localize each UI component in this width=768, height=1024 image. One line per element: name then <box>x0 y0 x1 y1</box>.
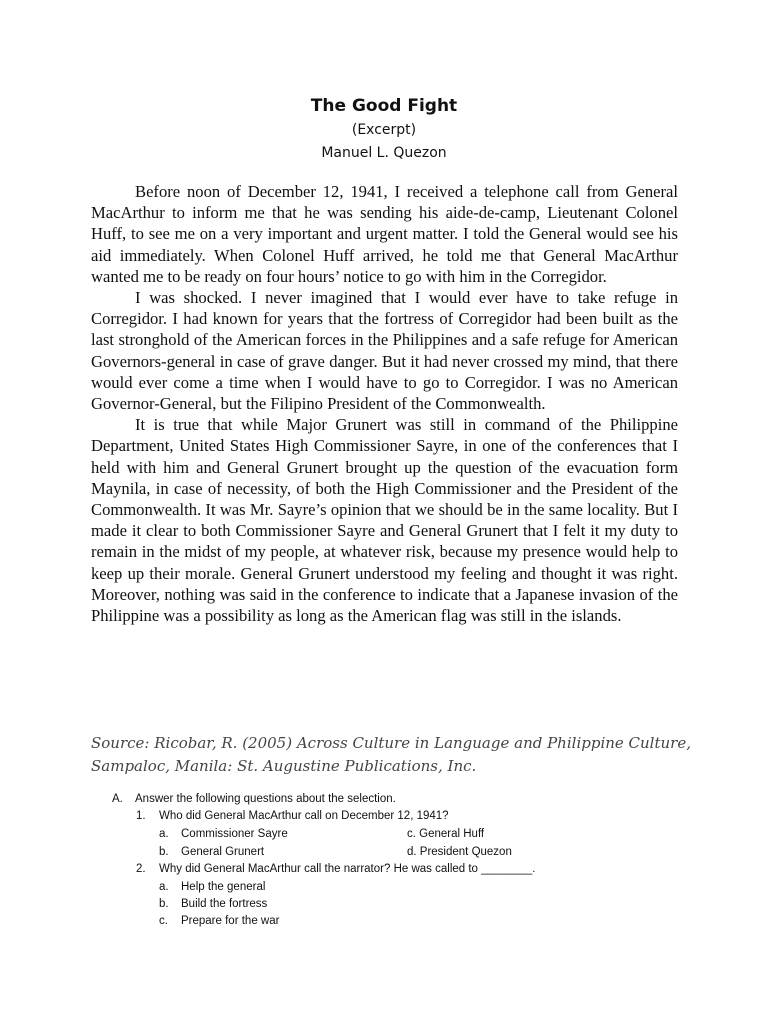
q2-option-c-text: Prepare for the war <box>181 915 280 927</box>
section-instruction: Answer the following questions about the selection. <box>135 793 396 805</box>
excerpt-body <box>91 181 678 626</box>
q2-option-a-text: Help the general <box>181 881 266 893</box>
q1-option-d: d. President Quezon <box>407 846 512 858</box>
section-letter: A. <box>112 793 123 805</box>
q2-option-a-letter: a. <box>159 881 169 893</box>
question-2-text: Why did General MacArthur call the narrator? He was called to ________. <box>159 863 536 875</box>
q1-option-a-letter: a. <box>159 828 169 840</box>
source-line-2: Sampaloc, Manila: St. Augustine Publications, Inc. <box>91 757 477 775</box>
question-1-text: Who did General MacArthur call on December 12, 1941? <box>159 810 449 822</box>
paragraph-3: It is true that while Major Grunert was still in command of the Philippine Department, United States High Commissioner Sayre, in one of the conferences that I held with him and General Grunert brought up the question of the evacuation form Maynila, in case of necessity, of both the High Commissioner and the President of the Commonwealth. It was Mr. Sayre’s opinion that we should be in the same locality. But I made it clear to both Commissioner Sayre and General Grunert that I felt it my duty to remain in the midst of my people, at whatever risk, because my presence would help to keep up their morale. General Grunert understood my feeling and thought it was right. Moreover, nothing was said in the conference to indicate that a Japanese invasion of the Philippine was a possibility as long as the American flag was still in the islands. <box>91 415 678 626</box>
q1-option-c: c. General Huff <box>407 828 485 840</box>
q2-option-c-letter: c. <box>159 915 168 927</box>
question-1-number: 1. <box>136 810 146 822</box>
q1-option-b-text: General Grunert <box>181 846 265 858</box>
q2-option-b-letter: b. <box>159 898 169 910</box>
q1-option-b-letter: b. <box>159 846 169 858</box>
document-subtitle: (Excerpt) <box>351 122 417 138</box>
q1-option-a-text: Commissioner Sayre <box>181 828 288 840</box>
document-title: The Good Fight <box>310 96 458 116</box>
source-line-1: Source: Ricobar, R. (2005) Across Culture in Language and Philippine Culture, <box>91 734 691 752</box>
paragraph-1: Before noon of December 12, 1941, I received a telephone call from General MacArthur to inform me that he was sending his aide-de-camp, Lieutenant Colonel Huff, to see me on a very important and urgent matter. I told the General would see his aid immediately. When Colonel Huff arrived, he told me that General MacArthur wanted me to be ready on four hours’ notice to go with him in the Corregidor. <box>91 182 678 286</box>
paragraph-2: I was shocked. I never imagined that I would ever have to take refuge in Corregidor. I had known for years that the fortress of Corregidor had been built as the last stronghold of the American forces in the Philippines and a safe refuge for American Governors-general in case of grave danger. But it had never crossed my mind, that there would ever come a time when I would have to go to Corregidor. I was no American Governor-General, but the Filipino President of the Commonwealth. <box>91 288 678 414</box>
question-2-number: 2. <box>136 863 146 875</box>
source-citation <box>91 732 691 778</box>
document-author: Manuel L. Quezon <box>321 145 447 161</box>
q2-option-b-text: Build the fortress <box>181 898 268 910</box>
